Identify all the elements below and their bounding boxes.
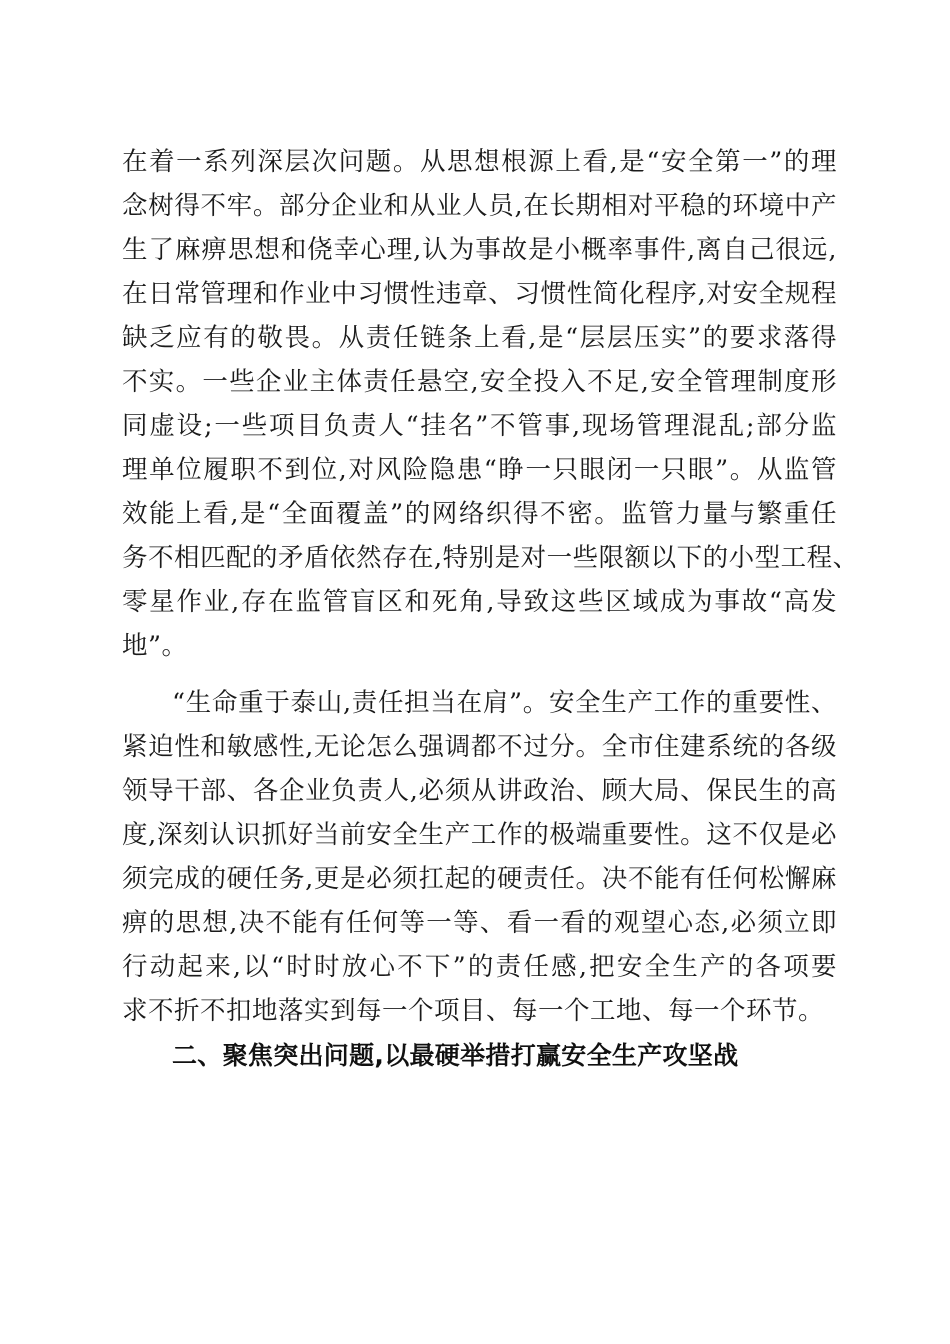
text-line: 不实。一些企业主体责任悬空,安全投入不足,安全管理制度形	[122, 367, 837, 397]
text-line: “生命重于泰山,责任担当在肩”。安全生产工作的重要性、	[172, 688, 837, 718]
text-line: 地”。	[122, 631, 188, 661]
text-line: 行动起来,以“时时放心不下”的责任感,把安全生产的各项要	[122, 952, 837, 982]
text-line: 生了麻痹思想和侥幸心理,认为事故是小概率事件,离自己很远,	[122, 235, 837, 265]
section-heading: 二、聚焦突出问题,以最硬举措打赢安全生产攻坚战	[172, 1041, 739, 1070]
text-line: 零星作业,存在监管盲区和死角,导致这些区域成为事故“高发	[122, 587, 837, 617]
text-line: 领导干部、各企业负责人,必须从讲政治、顾大局、保民生的高	[122, 776, 837, 806]
text-line: 求不折不扣地落实到每一个项目、每一个工地、每一个环节。	[122, 996, 825, 1026]
text-line: 痹的思想,决不能有任何等一等、看一看的观望心态,必须立即	[122, 908, 837, 938]
text-line: 缺乏应有的敬畏。从责任链条上看,是“层层压实”的要求落得	[122, 323, 837, 353]
text-line: 在着一系列深层次问题。从思想根源上看,是“安全第一”的理	[122, 147, 837, 177]
text-line: 同虚设;一些项目负责人“挂名”不管事,现场管理混乱;部分监	[122, 411, 837, 441]
text-line: 理单位履职不到位,对风险隐患“睁一只眼闭一只眼”。从监管	[122, 455, 837, 485]
text-line: 在日常管理和作业中习惯性违章、习惯性简化程序,对安全规程	[122, 279, 837, 309]
text-line: 度,深刻认识抓好当前安全生产工作的极端重要性。这不仅是必	[122, 820, 837, 850]
text-line: 须完成的硬任务,更是必须扛起的硬责任。决不能有任何松懈麻	[122, 864, 837, 894]
text-line: 务不相匹配的矛盾依然存在,特别是对一些限额以下的小型工程、	[122, 543, 859, 573]
text-line: 念树得不牢。部分企业和从业人员,在长期相对平稳的环境中产	[122, 191, 837, 221]
text-line: 效能上看,是“全面覆盖”的网络织得不密。监管力量与繁重任	[122, 499, 837, 529]
text-line: 紧迫性和敏感性,无论怎么强调都不过分。全市住建系统的各级	[122, 732, 837, 762]
